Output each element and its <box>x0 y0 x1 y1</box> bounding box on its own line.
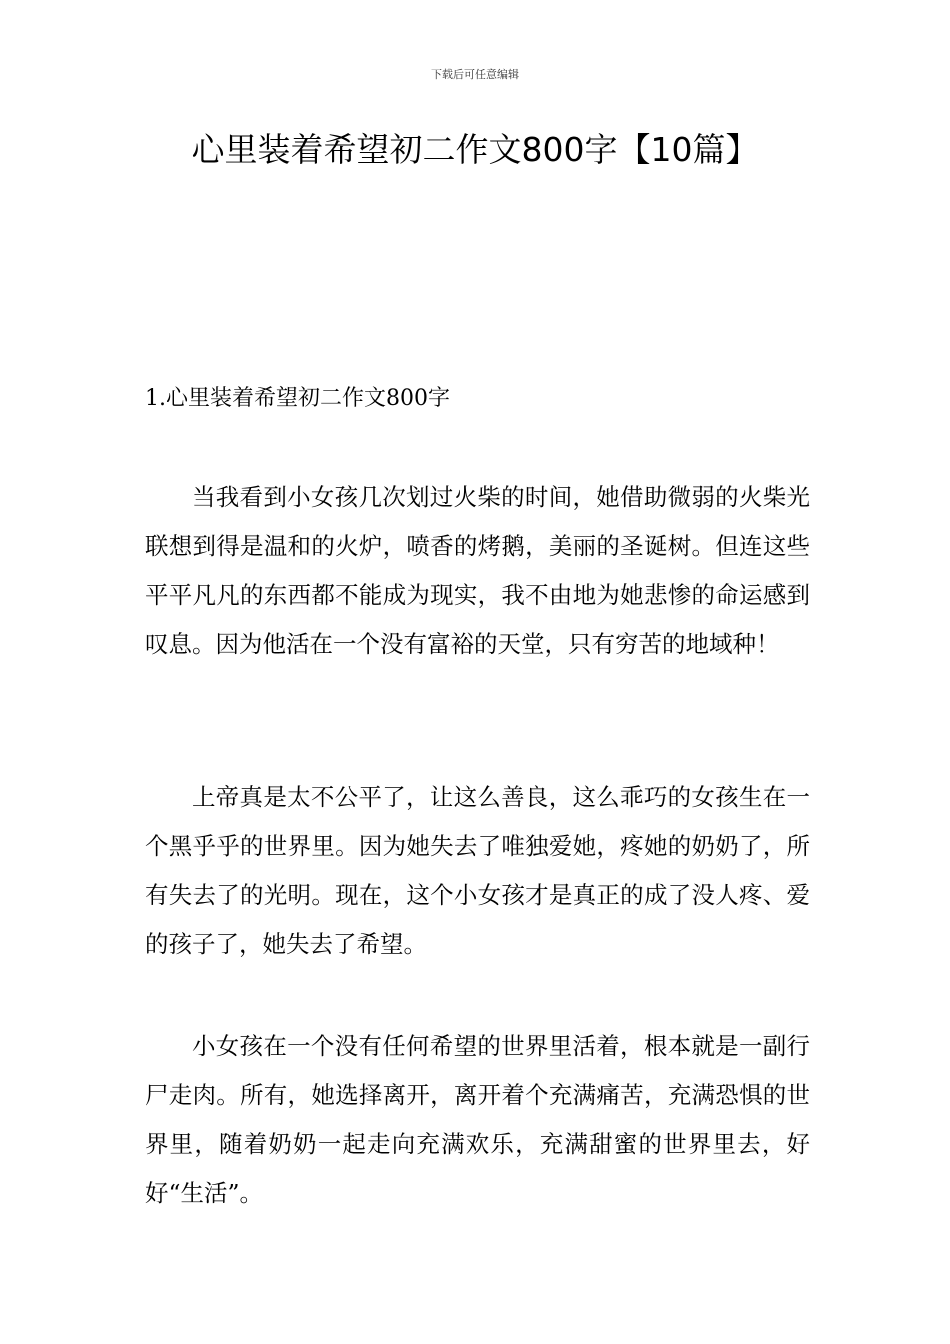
header-note: 下载后可任意编辑 <box>431 68 519 81</box>
paragraph-3: 小女孩在一个没有任何希望的世界里活着，根本就是一副行尸走肉。所有，她选择离开，离开着个充满痛苦，充满恐惧的世界里，随着奶奶一起走向充满欢乐，充满甜蜜的世界里去，好好“生活”。 <box>145 1032 810 1207</box>
section-heading: 1.心里装着希望初二作文800字 <box>145 386 450 411</box>
paragraph-2: 上帝真是太不公平了，让这么善良，这么乖巧的女孩生在一个黑乎乎的世界里。因为她失去了唯独爱她，疼她的奶奶了，所有失去了的光明。现在，这个小女孩才是真正的成了没人疼、爱的孩子了，她失去了希望。 <box>145 783 810 958</box>
document-title: 心里装着希望初二作文800字【10篇】 <box>191 130 759 169</box>
paragraph-1: 当我看到小女孩几次划过火柴的时间，她借助微弱的火柴光联想到得是温和的火炉，喷香的烤鹅，美丽的圣诞树。但连这些平平凡凡的东西都不能成为现实，我不由地为她悲惨的命运感到叹息。因为他活在一个没有富裕的天堂，只有穷苦的地域种！ <box>145 483 810 658</box>
